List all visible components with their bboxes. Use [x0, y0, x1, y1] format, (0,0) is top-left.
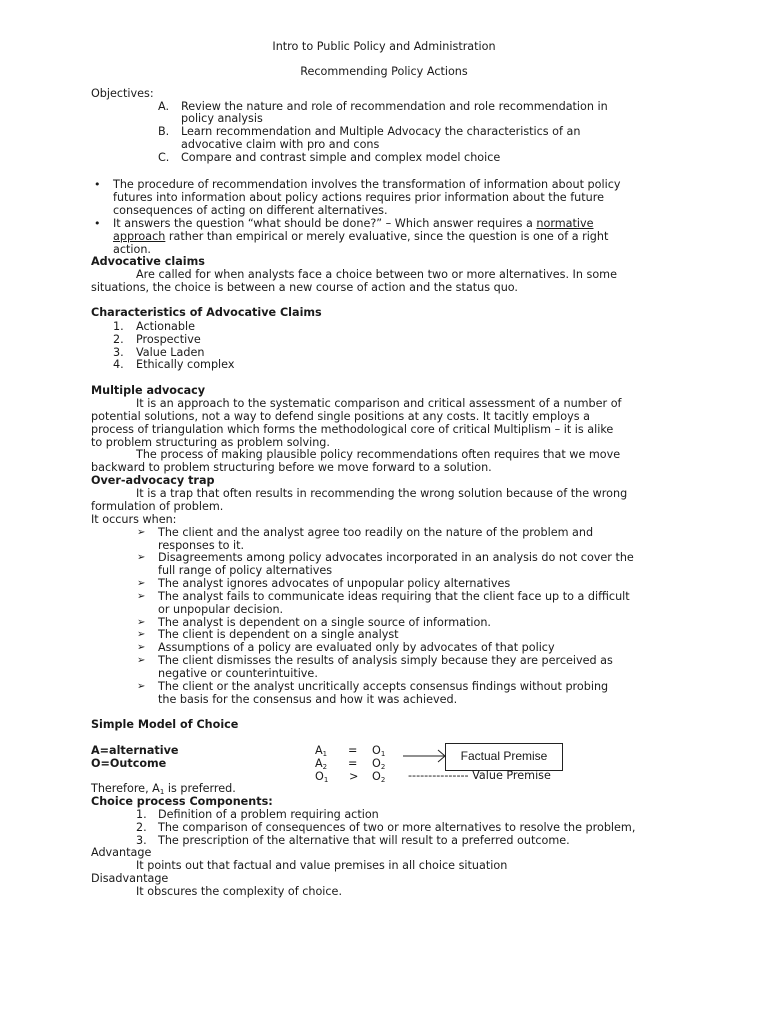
document-title: Intro to Public Policy and Administration — [272, 40, 496, 53]
objective-marker: A. — [158, 100, 170, 113]
list-number: 4. — [113, 358, 124, 371]
paragraph-line: It occurs when: — [91, 513, 177, 526]
list-item: Definition of a problem requiring action — [158, 808, 379, 821]
list-item: The client dismisses the results of analysis simply because they are perceived as — [158, 654, 613, 667]
list-item: The prescription of the alternative that will result to a preferred outcome. — [158, 834, 570, 847]
document-subtitle: Recommending Policy Actions — [300, 65, 468, 78]
underlined-term: normative — [536, 217, 594, 230]
paragraph-line: formulation of problem. — [91, 500, 224, 513]
arrow-bullet-icon: ➢ — [137, 617, 146, 628]
formula-right: $O_2$ — [372, 757, 386, 771]
list-item: Value Laden — [136, 346, 205, 359]
objective-marker: B. — [158, 125, 170, 138]
paragraph-line: to problem structuring as problem solving. — [91, 436, 330, 449]
right-arrow-icon — [403, 748, 447, 764]
underlined-term: approach — [113, 230, 166, 243]
list-item: The analyst is dependent on a single source of information. — [158, 616, 491, 629]
paragraph-line: It is a trap that often results in recommending the wrong solution because of the wrong — [136, 487, 628, 500]
list-number: 1. — [113, 320, 124, 333]
factual-premise-label: Factual Premise — [460, 749, 548, 763]
paragraph-line: The process of making plausible policy recommendations often requires that we move — [136, 448, 621, 461]
objective-text: advocative claim with pro and cons — [181, 138, 380, 151]
arrow-bullet-icon: ➢ — [137, 629, 146, 640]
formula-left: $A_2$ — [315, 757, 328, 771]
arrow-bullet-icon: ➢ — [137, 591, 146, 602]
list-item: Ethically complex — [136, 358, 235, 371]
arrow-bullet-icon: ➢ — [137, 642, 146, 653]
list-number: 2. — [136, 821, 147, 834]
paragraph-line: The procedure of recommendation involves the transformation of information about policy — [113, 178, 621, 191]
formula-left: $A_1$ — [315, 744, 328, 758]
formula-operator: > — [349, 770, 359, 783]
list-item: responses to it. — [158, 539, 245, 552]
therefore-line: Therefore, $A_1$ is preferred. — [91, 782, 236, 796]
list-item: full range of policy alternatives — [158, 564, 333, 577]
paragraph-line: Are called for when analysts face a choice between two or more alternatives. In some — [136, 268, 617, 281]
section-heading: Simple Model of Choice — [91, 718, 239, 731]
objectives-label: Objectives: — [91, 87, 154, 100]
bullet-icon: • — [94, 178, 101, 191]
list-item: or unpopular decision. — [158, 603, 284, 616]
objective-text: policy analysis — [181, 112, 263, 125]
paragraph-line: consequences of acting on different alternatives. — [113, 204, 388, 217]
arrow-bullet-icon: ➢ — [137, 527, 146, 538]
objective-marker: C. — [158, 151, 170, 164]
paragraph-line: It obscures the complexity of choice. — [136, 885, 343, 898]
paragraph-line: potential solutions, not a way to defend single positions at any costs. It tacitly employs a — [91, 410, 590, 423]
list-item: Assumptions of a policy are evaluated only by advocates of that policy — [158, 641, 555, 654]
paragraph-line: It is an approach to the systematic comparison and critical assessment of a number of — [136, 397, 622, 410]
objective-text: Compare and contrast simple and complex model choice — [181, 151, 501, 164]
list-item: The client or the analyst uncritically accepts consensus findings without probing — [158, 680, 609, 693]
list-item: The analyst fails to communicate ideas requiring that the client face up to a difficult — [158, 590, 630, 603]
list-item: The client is dependent on a single analyst — [158, 628, 399, 641]
formula-right: $O_1$ — [372, 744, 386, 758]
paragraph-line: situations, the choice is between a new course of action and the status quo. — [91, 281, 518, 294]
section-heading: Characteristics of Advocative Claims — [91, 306, 322, 319]
list-item: The analyst ignores advocates of unpopular policy alternatives — [158, 577, 511, 590]
objective-text: Review the nature and role of recommendation and role recommendation in — [181, 100, 608, 113]
section-heading: Over-advocacy trap — [91, 474, 215, 487]
arrow-bullet-icon: ➢ — [137, 578, 146, 589]
list-item: negative or counterintuitive. — [158, 667, 318, 680]
formula-operator: = — [348, 757, 358, 770]
paragraph-line: futures into information about policy actions requires prior information about the future — [113, 191, 604, 204]
arrow-bullet-icon: ➢ — [137, 552, 146, 563]
formula-left: $O_1$ — [315, 770, 329, 784]
arrow-bullet-icon: ➢ — [137, 655, 146, 666]
list-item: the basis for the consensus and how it was achieved. — [158, 693, 458, 706]
formula-operator: = — [348, 744, 358, 757]
section-heading: Advocative claims — [91, 255, 205, 268]
list-item: The comparison of consequences of two or more alternatives to resolve the problem, — [158, 821, 636, 834]
value-premise-label: --------------- Value Premise — [408, 769, 551, 782]
objective-text: Learn recommendation and Multiple Advocacy the characteristics of an — [181, 125, 581, 138]
paragraph-line: process of triangulation which forms the methodological core of critical Multiplism – it is alike — [91, 423, 614, 436]
paragraph-line: It points out that factual and value premises in all choice situation — [136, 859, 508, 872]
formula-right: $O_2$ — [372, 770, 386, 784]
list-item: Actionable — [136, 320, 195, 333]
paragraph-line: backward to problem structuring before we move forward to a solution. — [91, 461, 492, 474]
paragraph-line: It answers the question “what should be done?” – Which answer requires a normative — [113, 217, 594, 230]
section-heading: Choice process Components: — [91, 795, 273, 808]
list-number: 2. — [113, 333, 124, 346]
list-item: Disagreements among policy advocates incorporated in an analysis do not cover the — [158, 551, 634, 564]
section-heading: Multiple advocacy — [91, 384, 206, 397]
list-item: The client and the analyst agree too readily on the nature of the problem and — [158, 526, 594, 539]
list-item: Prospective — [136, 333, 201, 346]
advantage-label: Advantage — [91, 846, 152, 859]
definition-outcome: O=Outcome — [91, 757, 167, 770]
list-number: 3. — [136, 834, 147, 847]
list-number: 3. — [113, 346, 124, 359]
arrow-bullet-icon: ➢ — [137, 681, 146, 692]
definition-alternative: A=alternative — [91, 744, 179, 757]
bullet-icon: • — [94, 217, 101, 230]
disadvantage-label: Disadvantage — [91, 872, 169, 885]
paragraph-line: approach rather than empirical or merely evaluative, since the question is one of a right — [113, 230, 609, 243]
paragraph-line: action. — [113, 243, 151, 256]
list-number: 1. — [136, 808, 147, 821]
